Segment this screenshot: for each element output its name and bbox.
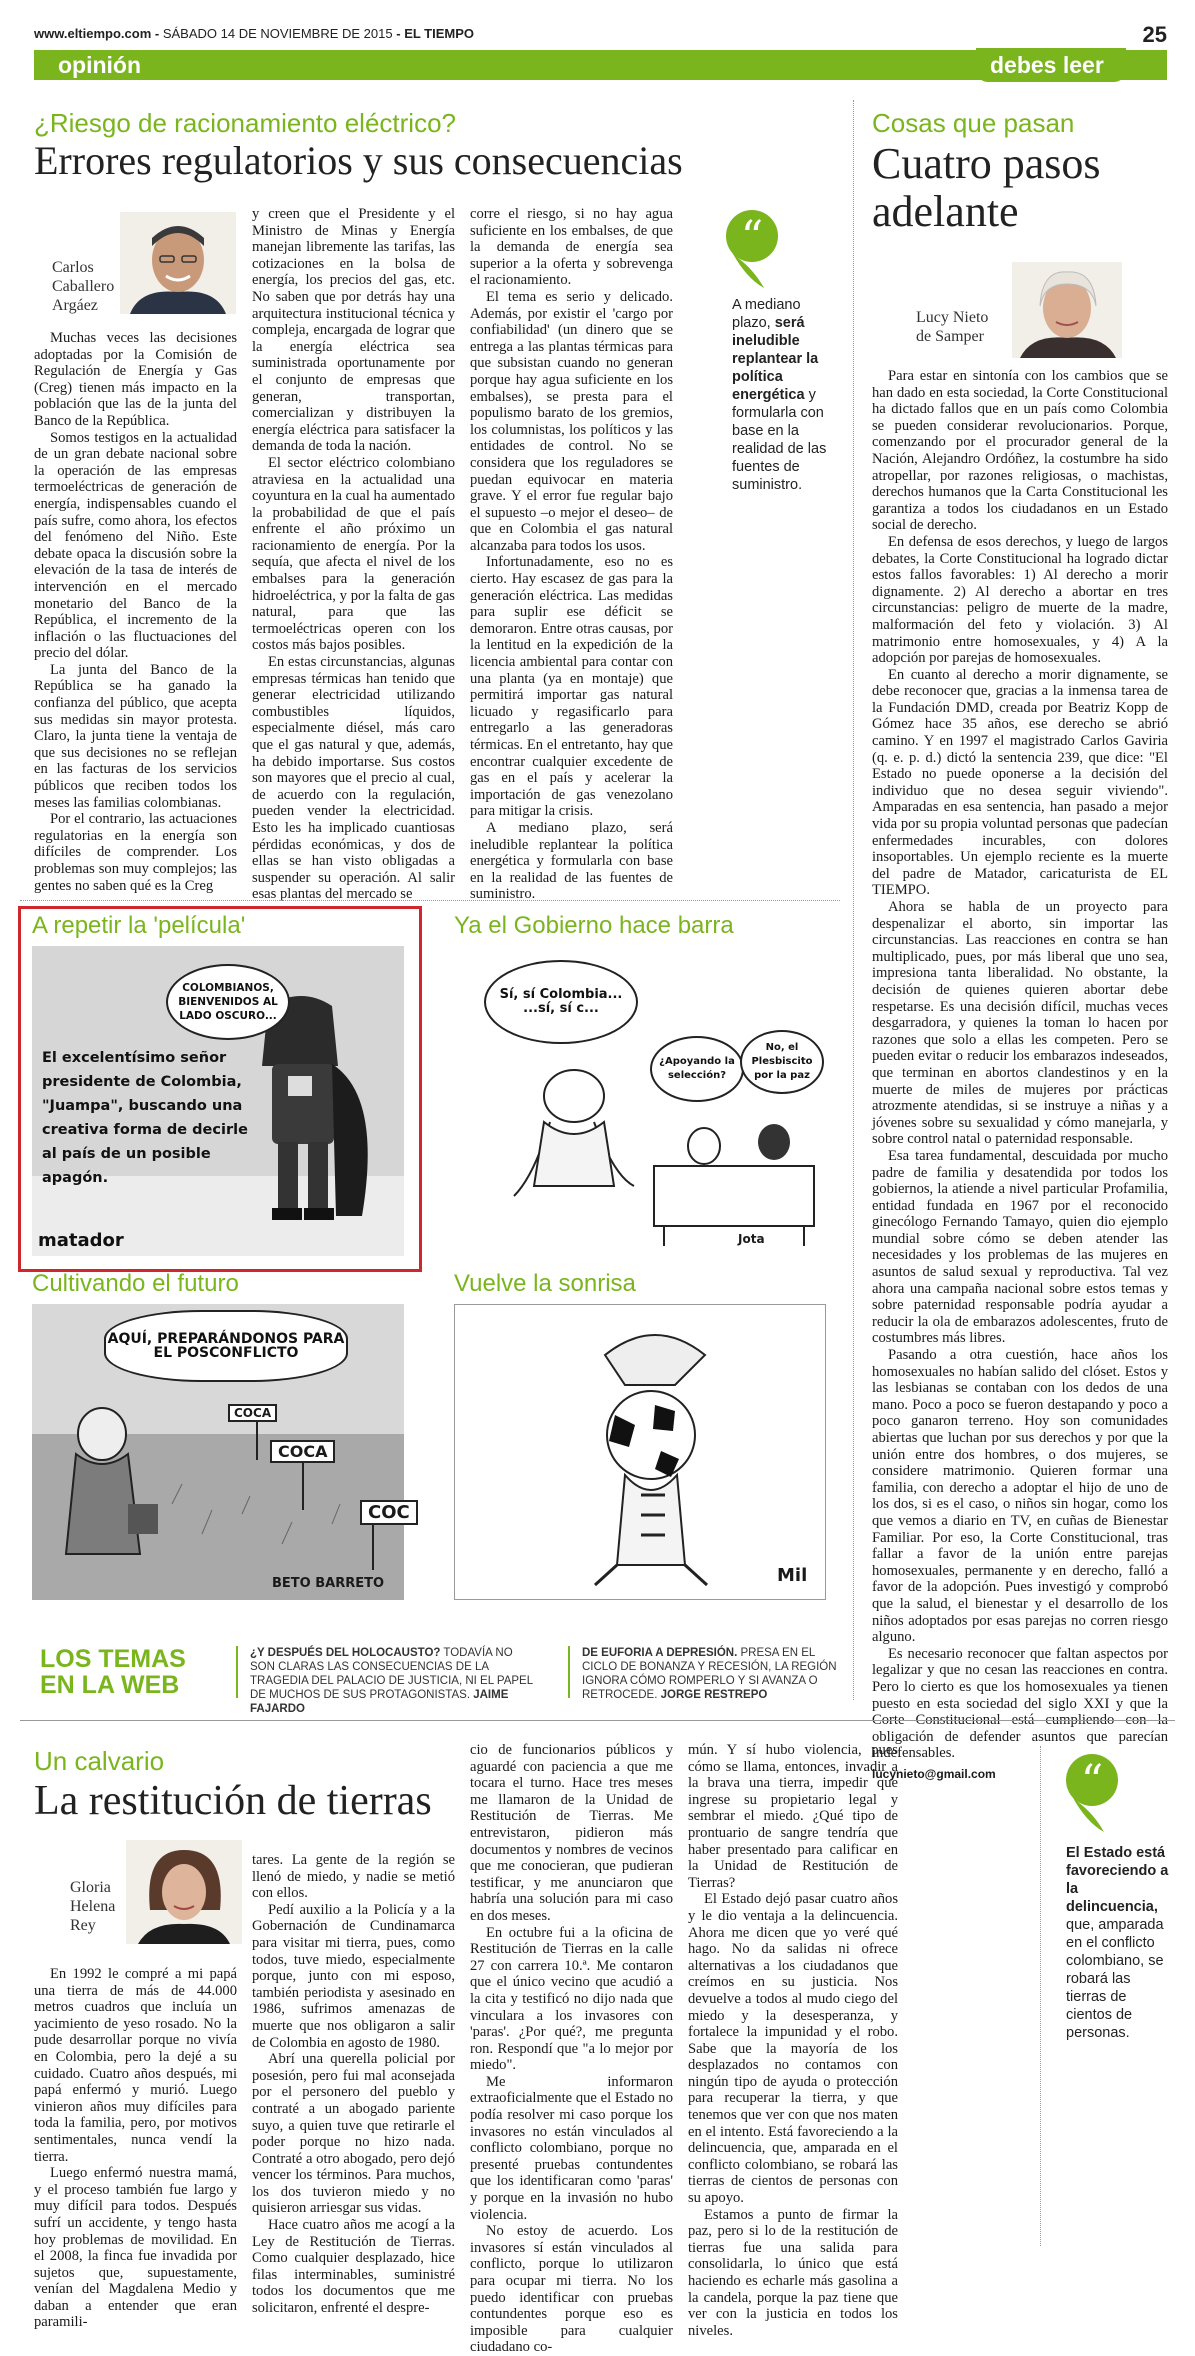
paragraph: Por el contrario, las actuaciones regulatorias en la energía son difíciles de comprender. Los problemas son muy complejos; las gentes no saben qué es la Creg bbox=[34, 811, 237, 894]
cartoon3-image bbox=[32, 1304, 410, 1600]
article1-col2 bbox=[252, 206, 455, 903]
article2-kicker: Cosas que pasan bbox=[872, 108, 1075, 138]
web-item-text: PRESA EN EL CICLO DE BONANZA Y RECESIÓN, LA REGIÓN IGNORA CÓMO ROMPERLO Y SI AVANZA O RETROCEDE. bbox=[582, 1647, 837, 1701]
cartoon3-title: Cultivando el futuro bbox=[32, 1270, 239, 1297]
author-photo-nieto bbox=[1012, 262, 1122, 358]
web-item-author: JORGE RESTREPO bbox=[660, 1689, 768, 1701]
cartoon1-caption: El excelentísimo señor presidente de Colombia, "Juampa", buscando una creativa forma de decirle al país de un posible apagón. bbox=[42, 1050, 248, 1186]
web-divider bbox=[236, 1646, 238, 1698]
section-left-label: opinión bbox=[58, 52, 142, 78]
author-line: Argáez bbox=[52, 297, 98, 314]
paragraph: Ahora se habla de un proyecto para despenalizar el aborto, sin importar las circunstancias. Las reacciones en contra se han multiplicado, pues, por más liberal que uno sea, impresiona tanta liberalidad. No obstante, la decisión de quienes quieren abortar debe respetarse. Es una decisión difícil, muchas veces desgarradora, y quienes la toman lo hacen por razones que solo a ellas les competen. Pero se pueden evitar o reducir los embarazos indeseados, que terminan en abortos clandestinos y en la muerte de miles de mujeres por prácticas atrozmente atendidas, si se instruye a niñas y a jóvenes sobre su sexualidad y cómo manejarla, y sobre control natal o paternidad responsable. bbox=[872, 899, 1168, 1148]
quote-mark-icon bbox=[724, 208, 780, 293]
paper-name: EL TIEMPO bbox=[404, 26, 475, 41]
paragraph: Pasando a otra cuestión, hace años los homosexuales no habían salido del clóset. Estos y las lesbianas se contaban con los dedos de una mano. Poco a poco se fueron destapando y poco a poco ganaron terreno. Hoy son comunidades abiertas que luchan por sus derechos y por que la unión entre dos hombres, o dos mujeres, se considere matrimonio. Quieren formar una familia, con derecho a adoptar el hijo de uno de los dos, si es el caso, o niños sin hogar, como los que vemos a diario en TV, en cuñas de Bienestar Familiar. Por eso, la Corte Constitucional, tras fallar a favor de la unión entre parejas homosexuales, permanente y en derecho, falló a favor de la adopción. Pues investigó y comprobó que la salud, el bienestar y el desarrollo de los niños adoptados por esas parejas no corren riesgo alguno. bbox=[872, 1347, 1168, 1646]
paragraph: Abrí una querella policial por posesión, pero fui mal aconsejada por el personero del pueblo y contraté a un abogado pariente suyo, a quien tuve que retirarle el poder porque no hizo nada. Contraté a otro abogado, pero dejó vencer los términos. Para muchos, los dos tuvieron miedo y no quisieron arriesgar sus vidas. bbox=[252, 2051, 455, 2217]
article3-col4 bbox=[688, 1742, 898, 2339]
author-line: Carlos bbox=[52, 259, 94, 276]
cartoon4-title: Vuelve la sonrisa bbox=[454, 1270, 636, 1297]
paragraph: cio de funcionarios públicos y aguardé con paciencia a que me tocara el turno. Hace tres meses me llamaron de la Unidad de Restitución de Tierras. Me entrevistaron, pidieron más documentos y nombres de vecinos que me conocieran, que pudieran testificar, y me anunciaron que habría una solución para mi caso en dos meses. bbox=[470, 1742, 673, 1924]
paragraph: Estamos a punto de firmar la paz, pero si lo de la restitución de tierras fue una salida para consolidarla, lo único que está haciendo es echarle más gasolina a la candela, porque la paz tiene que ver con la justicia en todos los niveles. bbox=[688, 2206, 898, 2339]
page-number: 25 bbox=[1142, 22, 1167, 47]
web-item-author: JAIME FAJARDO bbox=[250, 1689, 509, 1715]
article3-col2 bbox=[252, 1852, 455, 2317]
paragraph: Muchas veces las decisiones adoptadas por la Comisión de Regulación de Energía y Gas (Creg) tienen más impacto en la población que las de la junta del Banco de la República. bbox=[34, 330, 237, 429]
web-label-line: LOS TEMAS bbox=[40, 1645, 186, 1673]
coca-sign: COC bbox=[360, 1500, 418, 1525]
cartoon2-title: Ya el Gobierno hace barra bbox=[454, 912, 734, 939]
svg-text:“: “ bbox=[1080, 1756, 1104, 1807]
paragraph: El tema es serio y delicado. Además, por existir el 'cargo por confiabilidad' (un dinero que se entrega a las plantas térmicas para que subsistan cuando no generan porque hay agua suficiente en los embalses), se presta para el populismo barato de los gremios, los columnistas, los políticos y las entidades de control. No se considera que los reguladores se puedan equivocar en materia grave. Y el error fue regular bajo el supuesto –o mejor el deseo– de que en Colombia el gas natural alcanzaba para todos los usos. bbox=[470, 288, 673, 554]
article1-kicker: ¿Riesgo de racionamiento eléctrico? bbox=[34, 108, 456, 138]
web-item-text: TODAVÍA NO SON CLARAS LAS CONSECUENCIAS DE LA TRAGEDIA DEL PALACIO DE JUSTICIA, NI EL PAPEL DE MUCHOS DE SUS PROTAGONISTAS. bbox=[250, 1647, 533, 1701]
web-item-headline: ¿Y DESPUÉS DEL HOLOCAUSTO? bbox=[250, 1647, 441, 1659]
cartoon4-signature: Mil bbox=[777, 1565, 808, 1586]
headline-line: adelante bbox=[872, 187, 1019, 236]
cartoon1-signature: matador bbox=[38, 1230, 124, 1251]
paragraph: En 1992 le compré a mi papá una tierra de más de 44.000 metros cuadros que incluía un yacimiento de yeso rosado. No la pude desarrollar porque no vivía en Colombia, pero la dejé a su cuidado. Cuatro años después, mi papá enfermó y murió. Luego vinieron años muy difíciles para toda la familia, pero, por motivos sentimentales, nunca vendí la tierra. bbox=[34, 1966, 237, 2165]
paragraph: La junta del Banco de la República se ha ganado la confianza del público, que acepta sus medidas sin mayor protesta. Claro, la junta tiene la ventaja de que sus decisiones no se reflejan en las facturas de los servicios públicos que reciben todos los meses las familias colombianas. bbox=[34, 661, 237, 811]
web-topics-label bbox=[40, 1646, 186, 1698]
section-right-label: debes leer bbox=[990, 52, 1104, 78]
paragraph: Me informaron extraoficialmente que el Estado no podía resolver mi caso porque los invasores no están vinculados al conflicto colombiano, porque no presenté pruebas contundentes que los identificaran como 'paras' y porque en la invasión no hubo violencia. bbox=[470, 2073, 673, 2223]
paragraph: Esa tarea fundamental, descuidada por mucho padre de familia y desatendida por todos los gobiernos, la atiende a nivel particular Profamilia, entidad fundada en 1967 por el reconocido ginecólogo Fernando Tamayo, quien dio ejemplo mundial sobre cómo se deben atender las necesidades y los problemas de las mujeres en asuntos de salud sexual y reproductiva. Tal vez ahora una campaña nacional sobre estos temas y sobre paternidad responsable podría ayudar a reducir la ola de embarazos adolescentes, fruto de costumbres más libres. bbox=[872, 1147, 1168, 1347]
author-photo-caballero bbox=[120, 212, 236, 314]
article3-headline: La restitución de tierras bbox=[34, 1778, 432, 1824]
web-item-2[interactable] bbox=[582, 1646, 842, 1702]
author-line: Caballero bbox=[52, 278, 115, 295]
article1-author bbox=[52, 258, 114, 315]
paragraph: Luego enfermó nuestra mamá, y el proceso también fue largo y muy difícil para todos. Después sufrí un accidente, y tengo hasta hoy problemas de movilidad. En el 2008, la finca fue invadida por sujetos que, supuestamente, venían del Magdalena Medio y daban a entender que eran paramili- bbox=[34, 2165, 237, 2331]
cartoon2-speech-bubble-3: No, el Plesbiscito por la paz bbox=[740, 1030, 824, 1094]
author-line: Gloria bbox=[70, 1879, 111, 1896]
paragraph: Infortunadamente, eso no es cierto. Hay escasez de gas para la generación eléctrica. Las medidas para suplir ese déficit se demoraron. Entre otras causas, por la lentitud en la expedición de la licencia ambiental para contar con una planta (ya en montaje) que permitirá importar gas natural licuado y regasificarlo para entregarlo a las generadoras térmicas. En el entretanto, hay que encontrar cualquier excedente de gas en el país y acelerar la importación de gas venezolano para mitigar la crisis. bbox=[470, 554, 673, 820]
author-email[interactable]: lucynieto@gmail.com bbox=[872, 1766, 996, 1781]
paragraph: Para estar en sintonía con los cambios que se han dado en esta sociedad, la Corte Constitucional ha dictado fallos que en un país como Colombia se pueden considerar revolucionarios. Porque, comenzando por el procurador general de la Nación, Alejandro Ordóñez, la costumbre ha sido atropellar, por razones religiosas, o machistas, derechos humanos que la Carta Constitucional les garantiza a todos los ciudadanos en un Estado social de derecho. bbox=[872, 368, 1168, 534]
article3-col1 bbox=[34, 1966, 237, 2331]
cartoon4-image bbox=[454, 1304, 826, 1600]
cartoon2-image bbox=[454, 946, 826, 1256]
article2-body bbox=[872, 368, 1168, 1782]
article3-author bbox=[70, 1878, 115, 1935]
web-item-headline: DE EUFORIA A DEPRESIÓN. bbox=[582, 1647, 738, 1659]
site-url[interactable]: www.eltiempo.com bbox=[34, 26, 152, 41]
coca-sign: COCA bbox=[270, 1440, 335, 1463]
author-line: de Samper bbox=[916, 328, 984, 345]
paragraph: En octubre fui a la oficina de Restitución de Tierras en la calle 27 con carrera 10.ª. Me contaron que el único vecino que acudió a la cita y testificó no dijo nada que vinculara a los invasores con 'paras'. ¿Por qué?, me pregunta ron. Respondí que "a lo mejor por miedo". bbox=[470, 1924, 673, 2074]
headline-line: Cuatro pasos bbox=[872, 139, 1101, 188]
article1-pullquote bbox=[732, 296, 832, 494]
pullquote-pre: A mediano plazo, bbox=[732, 297, 801, 331]
paragraph: Somos testigos en la actualidad de un gran debate nacional sobre la operación de las empresas termoeléctricas de generación de energía, indispensables cuando el país sufre, como ahora, los efectos del fenómeno del Niño. Este debate opaca la discusión sobre la elevación de la tasa de interés de intervención en el mercado monetario del Banco de la República, el incremento de la inflación o las fluctuaciones del precio del dólar. bbox=[34, 429, 237, 662]
paragraph: y creen que el Presidente y el Ministro de Minas y Energía manejan libremente las tarifas, las cotizaciones en la bolsa de energía, los precios del gas, etc. No saben que por detrás hay una arquitectura institucional técnica y compleja, encargada de lograr que la energía eléctrica sea suministrada oportunamente por el conjunto de empresas que generan, transportan, comercializan y distribuyen la energía eléctrica para satisfacer la demanda de toda la nación. bbox=[252, 206, 455, 455]
masthead-line bbox=[34, 26, 474, 41]
article3-kicker: Un calvario bbox=[34, 1746, 165, 1776]
pullquote-bold: El Estado está favoreciendo a la delincuencia, bbox=[1066, 1845, 1169, 1915]
svg-text:“: “ bbox=[740, 212, 764, 263]
article1-col1 bbox=[34, 330, 237, 894]
paragraph: Pedí auxilio a la Policía y a la Gobernación de Cundinamarca para visitar mi tierra, pues, como todos, tuve miedo, especialmente porque, junto con mi esposo, también periodista y asesinado en 1986, sufrimos amenazas de muerte que nos obligaron a salir de Colombia en agosto de 1980. bbox=[252, 1901, 455, 2051]
paragraph: No estoy de acuerdo. Los invasores sí están vinculados al conflicto, porque lo utilizaron para ocupar mi tierra. No los puedo identificar con pruebas contundentes porque eso es imposible para cualquier ciudadano co- bbox=[470, 2223, 673, 2356]
paragraph: A mediano plazo, será ineludible replantear la política energética y formularla con base en la realidad de las fuentes de suministro. bbox=[470, 819, 673, 903]
paragraph: El Estado dejó pasar cuatro años y le dio ventaja a la delincuencia. Ahora me dicen que yo veré qué hago. No da salidas ni ofrece alternativas a los ciudadanos que creímos en su justicia. Nos devuelve a todos al mudo ciego del miedo y la desesperanza, y fortalece la impunidad y el robo. Sabe que la mayoría de los desplazados no contamos con ningún tipo de ayuda o protección para recuperar la tierra, y que tenemos que ver con que nos maten en el intento. Está favoreciendo a la delincuencia, que, amparada en el conflicto colombiano, se robará las tierras de cientos de personas con su apoyo. bbox=[688, 1891, 898, 2207]
article2-headline bbox=[872, 140, 1101, 236]
paragraph: tares. La gente de la región se llenó de miedo, y nadie se metió con ellos. bbox=[252, 1852, 455, 1902]
paper-separator: - bbox=[396, 26, 405, 41]
date-separator: - bbox=[154, 26, 163, 41]
pullquote-post: y formularla con base en la realidad de las fuentes de suministro. bbox=[732, 387, 827, 493]
cartoon3-signature: BETO BARRETO bbox=[272, 1576, 385, 1591]
article2-author bbox=[916, 308, 988, 346]
section-divider bbox=[20, 900, 840, 901]
web-item-1[interactable] bbox=[250, 1646, 540, 1716]
article3-col3 bbox=[470, 1742, 673, 2356]
paragraph: Hace cuatro años me acogí a la Ley de Restitución de Tierras. Como cualquier desplazado, hice filas interminables, suministré todos los documentos que me solicitaron, enfrenté el despre- bbox=[252, 2217, 455, 2317]
paragraph: En defensa de esos derechos, y luego de largos debates, la Corte Constitucional ha logrado dictar estos fallos favorables: 1) Al derecho a morir dignamente. 2) Al derecho a abortar en tres circunstancias: peligro de muerte de la madre, malformación del feto y violación. 3) Al matrimonio entre homosexuales, y 4) A la adopción por parejas de homosexuales. bbox=[872, 533, 1168, 667]
paragraph: En estas circunstancias, algunas empresas térmicas han tenido que generar electricidad utilizando combustibles líquidos, especialmente diésel, más caro que el gas natural y que, además, ha debido importarse. Sus costos son mayores que el precio al cual, de acuerdo con la regulación, pueden vender la electricidad. Esto les ha implicado cuantiosas pérdidas económicas, y dos de ellas se han visto obligadas a suspender su operación. Al salir esas plantas del mercado se bbox=[252, 654, 455, 903]
paragraph: corre el riesgo, si no hay agua suficiente en los embalses, de que la demanda de energía sea superior a la oferta y sobrevenga el racionamiento. bbox=[470, 206, 673, 289]
paragraph: Es necesario reconocer que faltan aspectos por legalizar y que no cesan las reacciones en contra. Pero lo cierto es que los homosexuales ya tienen puesto en esta sociedad del siglo XXI y que la Corte Constitucional está cumpliendo con la obligación de defender asuntos que parecían indefensables. bbox=[872, 1645, 1168, 1762]
section-rule bbox=[20, 1720, 1175, 1721]
author-line: Helena bbox=[70, 1898, 116, 1915]
cartoon2-speech-bubble-2: ¿Apoyando la selección? bbox=[650, 1036, 744, 1102]
web-label-line: EN LA WEB bbox=[40, 1671, 180, 1699]
cartoon1-title: A repetir la 'película' bbox=[32, 912, 246, 939]
author-line: Rey bbox=[70, 1917, 96, 1934]
article1-col3 bbox=[470, 206, 673, 903]
column-divider bbox=[853, 100, 854, 1700]
paragraph: En cuanto al derecho a morir dignamente, se debe reconocer que, gracias a la inmensa tarea de la Fundación DMD, creada por Beatriz Kopp de Gómez hace 35 años, ese derecho se abrió camino. Y en 1997 el magistrado Carlos Gaviria (q. e. p. d.) dictó la sentencia 239, que dice: "El Estado no puede oponerse a la decisión del individuo que no desea seguir viviendo". Amparadas en esa sentencia, han pasado a mejor vida por su propia voluntad personas que padecían enfermedades incurables, con dolores insoportables. Un ejemplo reciente es la muerte del padre de Matador, caricaturista de EL TIEMPO. bbox=[872, 666, 1168, 899]
column-divider bbox=[1040, 1746, 1041, 2246]
coca-sign: COCA bbox=[228, 1404, 277, 1422]
paragraph: mún. Y sí hubo violencia, pues cómo se llama, entonces, invadir a la brava una tierra, impedir que ingrese su propietario legal y sembrar el miedo. ¿Qué tipo de prontuario de sangre tendría que haber presentado para calificar en la Unidad de Restitución de Tierras? bbox=[688, 1742, 898, 1891]
article3-pullquote bbox=[1066, 1844, 1170, 2042]
pullquote-post: que, amparada en el conflicto colombiano, se robará las tierras de cientos de personas. bbox=[1066, 1917, 1164, 2041]
author-photo-rey bbox=[126, 1840, 242, 1944]
web-divider bbox=[568, 1646, 570, 1698]
cartoon1-speech-bubble: COLOMBIANOS, BIENVENIDOS AL LADO OSCURO... bbox=[166, 964, 290, 1040]
cartoon1-image bbox=[32, 946, 404, 1256]
paragraph: El sector eléctrico colombiano atraviesa en la actualidad una coyuntura en la cual ha aumentado la probabilidad de que el país enfrente el año próximo un racionamiento de energía. Por la sequía, que afecta el nivel de los embalses para la generación hidroeléctrica, y por la falta de gas natural, para que las termoeléctricas operen con los costos más bajos posibles. bbox=[252, 454, 456, 654]
quote-mark-icon bbox=[1064, 1752, 1120, 1837]
cartoon3-speech-bubble: AQUÍ, PREPARÁNDONOS PARA EL POSCONFLICTO bbox=[104, 1310, 348, 1382]
author-line: Lucy Nieto bbox=[916, 309, 989, 326]
issue-date: SÁBADO 14 DE NOVIEMBRE DE 2015 bbox=[162, 26, 393, 41]
article1-headline: Errores regulatorios y sus consecuencias bbox=[34, 138, 683, 183]
cartoon2-signature: Jota bbox=[738, 1232, 765, 1246]
cartoon2-speech-bubble-1: Sí, sí Colombia... ...sí, sí c... bbox=[484, 960, 638, 1044]
pullquote-bold: será ineludible replantear la política energética bbox=[732, 315, 819, 403]
